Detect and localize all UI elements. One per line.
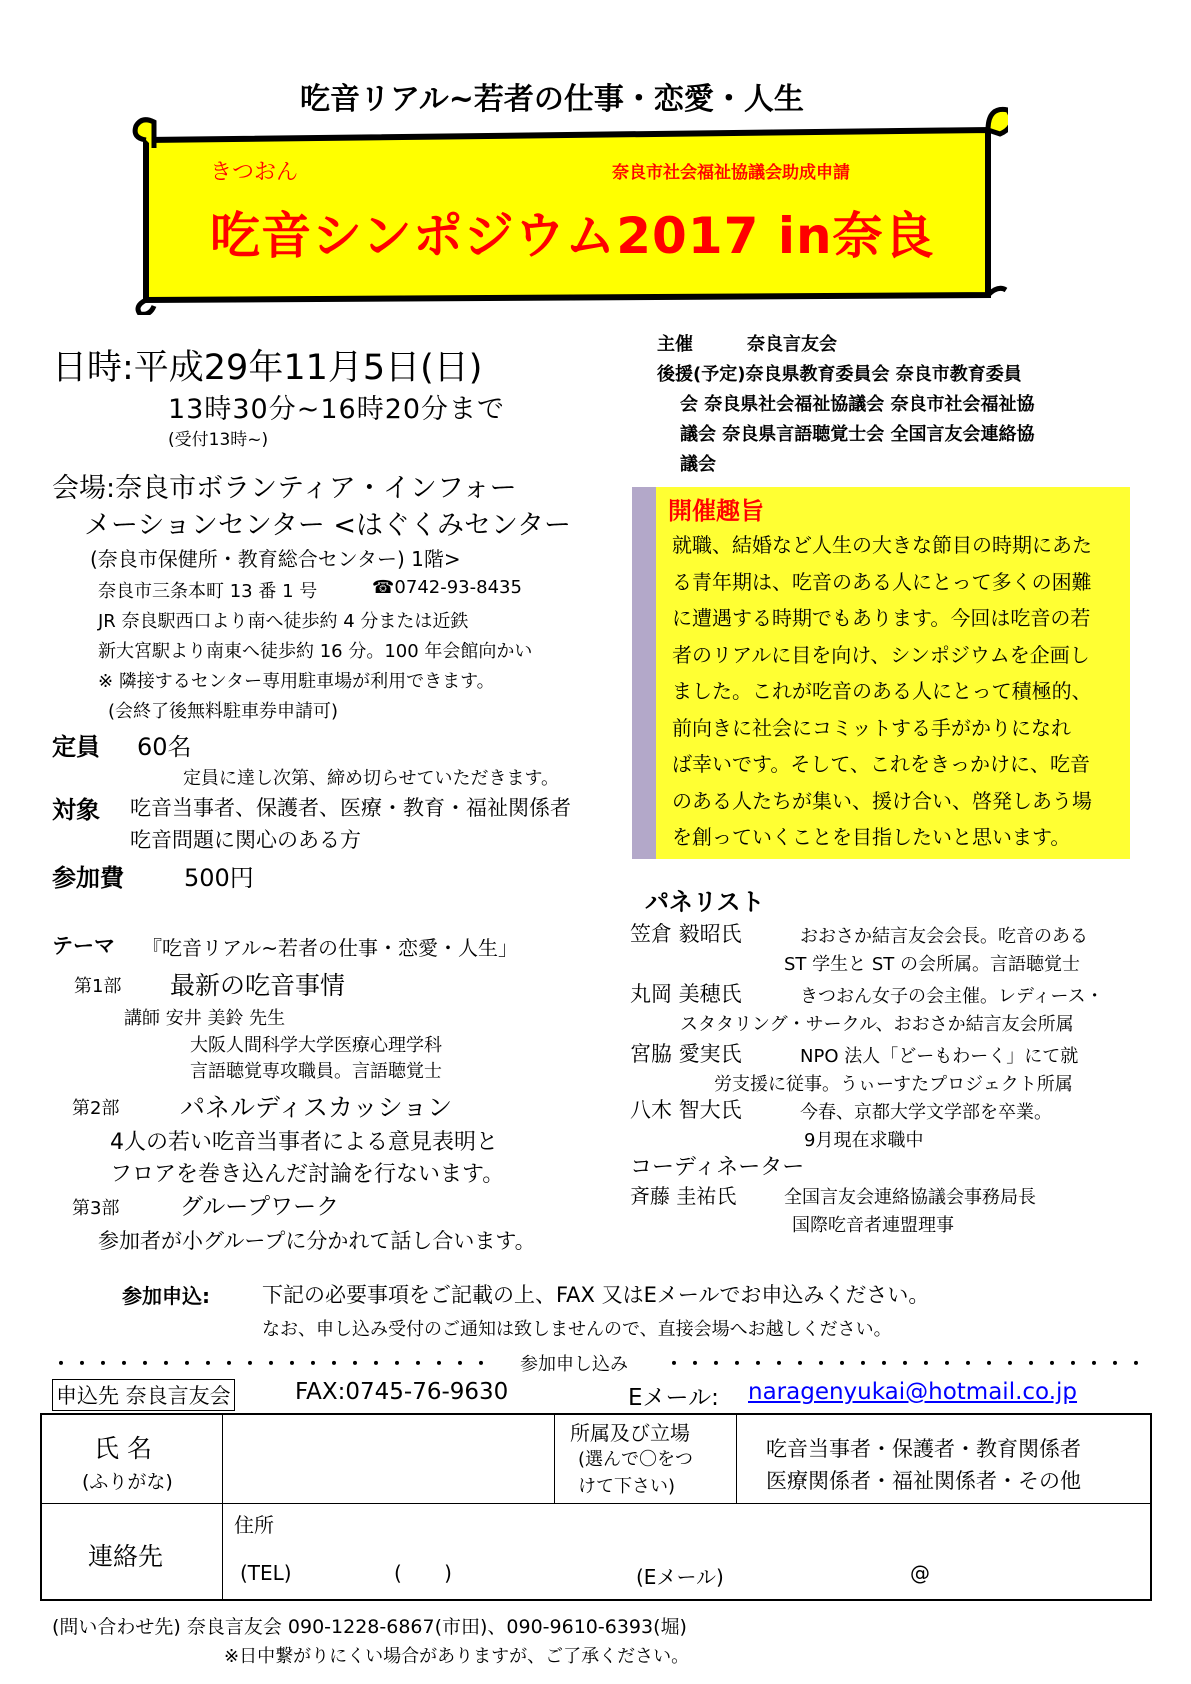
host-label: 主催 [657, 334, 693, 355]
panelist-desc: 今春、京都大学文学部を卒業。 [800, 1102, 1052, 1123]
inquiry-note: ※日中繋がりにくい場合がありますが、ご了承ください。 [224, 1646, 690, 1667]
support-line: 後援(予定)奈良県教育委員会 奈良市教育委員 [657, 364, 1022, 385]
name-label: 氏 名 [94, 1434, 152, 1463]
part3-label: 第3部 [72, 1198, 120, 1219]
name-sub-label: (ふりがな) [82, 1471, 173, 1493]
panelist-desc: おおさか結言友会会長。吃音のある [800, 926, 1088, 947]
panelists-label: パネリスト [645, 888, 765, 916]
host-name: 奈良言友会 [747, 334, 837, 355]
panelist-desc: NPO 法人「どーもわーく」にて就 [800, 1046, 1079, 1067]
coordinator-label: コーディネーター [630, 1155, 805, 1180]
event-date: 日時:平成29年11月5日(日) [52, 348, 483, 388]
fee-value: 500円 [184, 864, 254, 892]
name-field[interactable] [226, 1417, 550, 1501]
part1-title: 最新の吃音事情 [170, 971, 346, 1000]
banner-title: 吃音シンポジウム2017 in奈良 [210, 207, 935, 265]
affiliation-label: けて下さい) [578, 1476, 676, 1497]
panelist-desc: 9月現在求職中 [804, 1130, 924, 1151]
divider-label: 参加申し込み [520, 1354, 628, 1375]
panelist-name: 八木 智大氏 [630, 1098, 742, 1122]
purpose-line: のある人たちが集い、援け合い、啓発しあう場 [672, 788, 1092, 813]
apply-to: 申込先 奈良言友会 [52, 1379, 235, 1411]
purpose-line: に遭遇する時期でもあります。今回は吃音の若 [672, 606, 1091, 630]
venue-tel: ☎0742-93-8435 [372, 577, 522, 598]
coordinator-desc: 全国言友会連絡協議会事務局長 [784, 1187, 1036, 1208]
affiliation-label: (選んで〇をつ [578, 1449, 694, 1470]
part3-title: グループワーク [180, 1194, 340, 1220]
panelist-name: 笠倉 毅昭氏 [630, 922, 742, 946]
capacity-value: 60名 [137, 733, 192, 761]
part3-desc: 参加者が小グループに分かれて話し合います。 [98, 1229, 536, 1253]
venue-access: JR 奈良駅西口より南へ徒歩約 4 分または近鉄 [98, 611, 469, 632]
part2-label: 第2部 [72, 1098, 120, 1119]
venue-access: 新大宮駅より南東へ徒歩約 16 分。100 年会館向かい [98, 641, 533, 662]
venue-line: メーションセンター <はぐくみセンター [84, 510, 571, 541]
venue-line: 会場:奈良市ボランティア・インフォー [52, 473, 517, 504]
tel-paren: ( ) [394, 1561, 470, 1585]
inquiry-contact: (問い合わせ先) 奈良言友会 090-1228-6867(市田)、090-9610-6393(堀) [52, 1616, 687, 1638]
application-label: 参加申込: [122, 1284, 210, 1308]
tel-label[interactable]: (TEL) [240, 1561, 292, 1585]
event-time: 13時30分~16時20分まで [168, 394, 506, 425]
lecturer: 講師 安井 美鈴 先生 [124, 1008, 286, 1029]
capacity-note: 定員に達し次第、締め切らせていただきます。 [183, 768, 560, 789]
purpose-body [672, 527, 1120, 856]
panelist-desc: 労支援に従事。うぃーすたプロジェクト所属 [714, 1074, 1073, 1095]
reception-time: (受付13時~) [168, 430, 269, 450]
panelist-desc: スタタリング・サークル、おおさか結言友会所属 [680, 1014, 1074, 1035]
email-field-label[interactable]: (Eメール) [636, 1565, 724, 1589]
purpose-box [632, 487, 1130, 859]
target-line: 吃音問題に関心のある方 [130, 828, 361, 852]
part1-label: 第1部 [74, 976, 122, 997]
target-label: 対象 [52, 796, 100, 824]
theme-title: 『吃音リアル~若者の仕事・恋愛・人生」 [142, 936, 518, 960]
purpose-line: を創っていくことを目指したいと思います。 [672, 825, 1071, 849]
capacity-label: 定員 [52, 733, 100, 761]
fee-label: 参加費 [52, 864, 124, 892]
venue-line: (奈良市保健所・教育総合センター) 1階> [90, 547, 461, 571]
application-instruction: 下記の必要事項をご記載の上、FAX 又はEメールでお申込みください。 [262, 1283, 930, 1307]
banner-kitsuon: きつおん [210, 160, 299, 185]
panelist-name: 宮脇 愛実氏 [630, 1042, 742, 1066]
part2-desc: 4人の若い吃音当事者による意見表明と [110, 1130, 498, 1155]
panelist-desc: きつおん女子の会主催。レディース・ [800, 986, 1104, 1007]
part2-title: パネルディスカッション [180, 1093, 453, 1122]
registration-form [40, 1413, 1152, 1601]
coordinator-name: 斉藤 圭祐氏 [630, 1184, 737, 1208]
email-label: Eメール: [628, 1385, 719, 1411]
divider-dots: ・・・・・・・・・・・・・・・・・・・・・・・ [665, 1354, 1148, 1375]
venue-parking: ※ 隣接するセンター専用駐車場が利用できます。 [98, 671, 495, 692]
fax-number: FAX:0745-76-9630 [295, 1379, 509, 1405]
affiliation-label: 所属及び立場 [570, 1421, 690, 1445]
purpose-line: ました。これが吃音のある人にとって積極的、 [672, 679, 1092, 703]
purpose-line: 就職、結婚など人生の大きな節目の時期にあた [672, 533, 1092, 557]
purpose-line: 前向きに社会にコミットする手がかりになれ [672, 715, 1071, 740]
support-line: 会 奈良県社会福祉協議会 奈良市社会福祉協 [680, 394, 1035, 415]
banner-grant-note: 奈良市社会福祉協議会助成申請 [612, 163, 850, 183]
purpose-line: ば幸いです。そして、これをきっかけに、吃音 [672, 752, 1090, 776]
address-label[interactable]: 住所 [234, 1513, 274, 1537]
coordinator-desc: 国際吃音者連盟理事 [792, 1215, 954, 1236]
purpose-line: る青年期は、吃音のある人にとって多くの困難 [672, 569, 1092, 594]
support-line: 議会 [680, 454, 716, 475]
venue-address: 奈良市三条本町 13 番 1 号 [98, 581, 318, 602]
application-note: なお、申し込み受付のご通知は致しませんので、直接会場へお越しください。 [262, 1319, 892, 1340]
lecturer-affiliation: 大阪人間科学大学医療心理学科 [190, 1035, 442, 1056]
event-subtitle: 吃音リアル~若者の仕事・恋愛・人生 [300, 82, 804, 117]
part2-desc: フロアを巻き込んだ討論を行ないます。 [110, 1162, 505, 1187]
affiliation-options[interactable]: 吃音当事者・保護者・教育関係者 [766, 1437, 1081, 1461]
purpose-title: 開催趣旨 [668, 497, 764, 525]
target-line: 吃音当事者、保護者、医療・教育・福祉関係者 [130, 796, 571, 820]
support-line: 議会 奈良県言語聴覚士会 全国言友会連絡協 [680, 424, 1035, 445]
contact-label: 連絡先 [88, 1542, 164, 1571]
divider-dots: ・・・・・・・・・・・・・・・・・・・・・ [52, 1354, 493, 1375]
venue-parking-note: (会終了後無料駐車券申請可) [108, 701, 339, 722]
purpose-line: 者のリアルに目を向け、シンポジウムを企画し [672, 642, 1090, 667]
affiliation-options[interactable]: 医療関係者・福祉関係者・その他 [766, 1469, 1081, 1493]
email-link[interactable]: naragenyukai@hotmail.co.jp [748, 1379, 1078, 1405]
lecturer-affiliation: 言語聴覚専攻職員。言語聴覚士 [190, 1061, 442, 1082]
panelist-desc: ST 学生と ST の会所属。言語聴覚士 [784, 954, 1081, 975]
at-sign: @ [910, 1561, 930, 1585]
purpose-accent-bar [632, 487, 656, 859]
theme-label: テーマ [52, 934, 115, 958]
panelist-name: 丸岡 美穂氏 [630, 982, 742, 1006]
